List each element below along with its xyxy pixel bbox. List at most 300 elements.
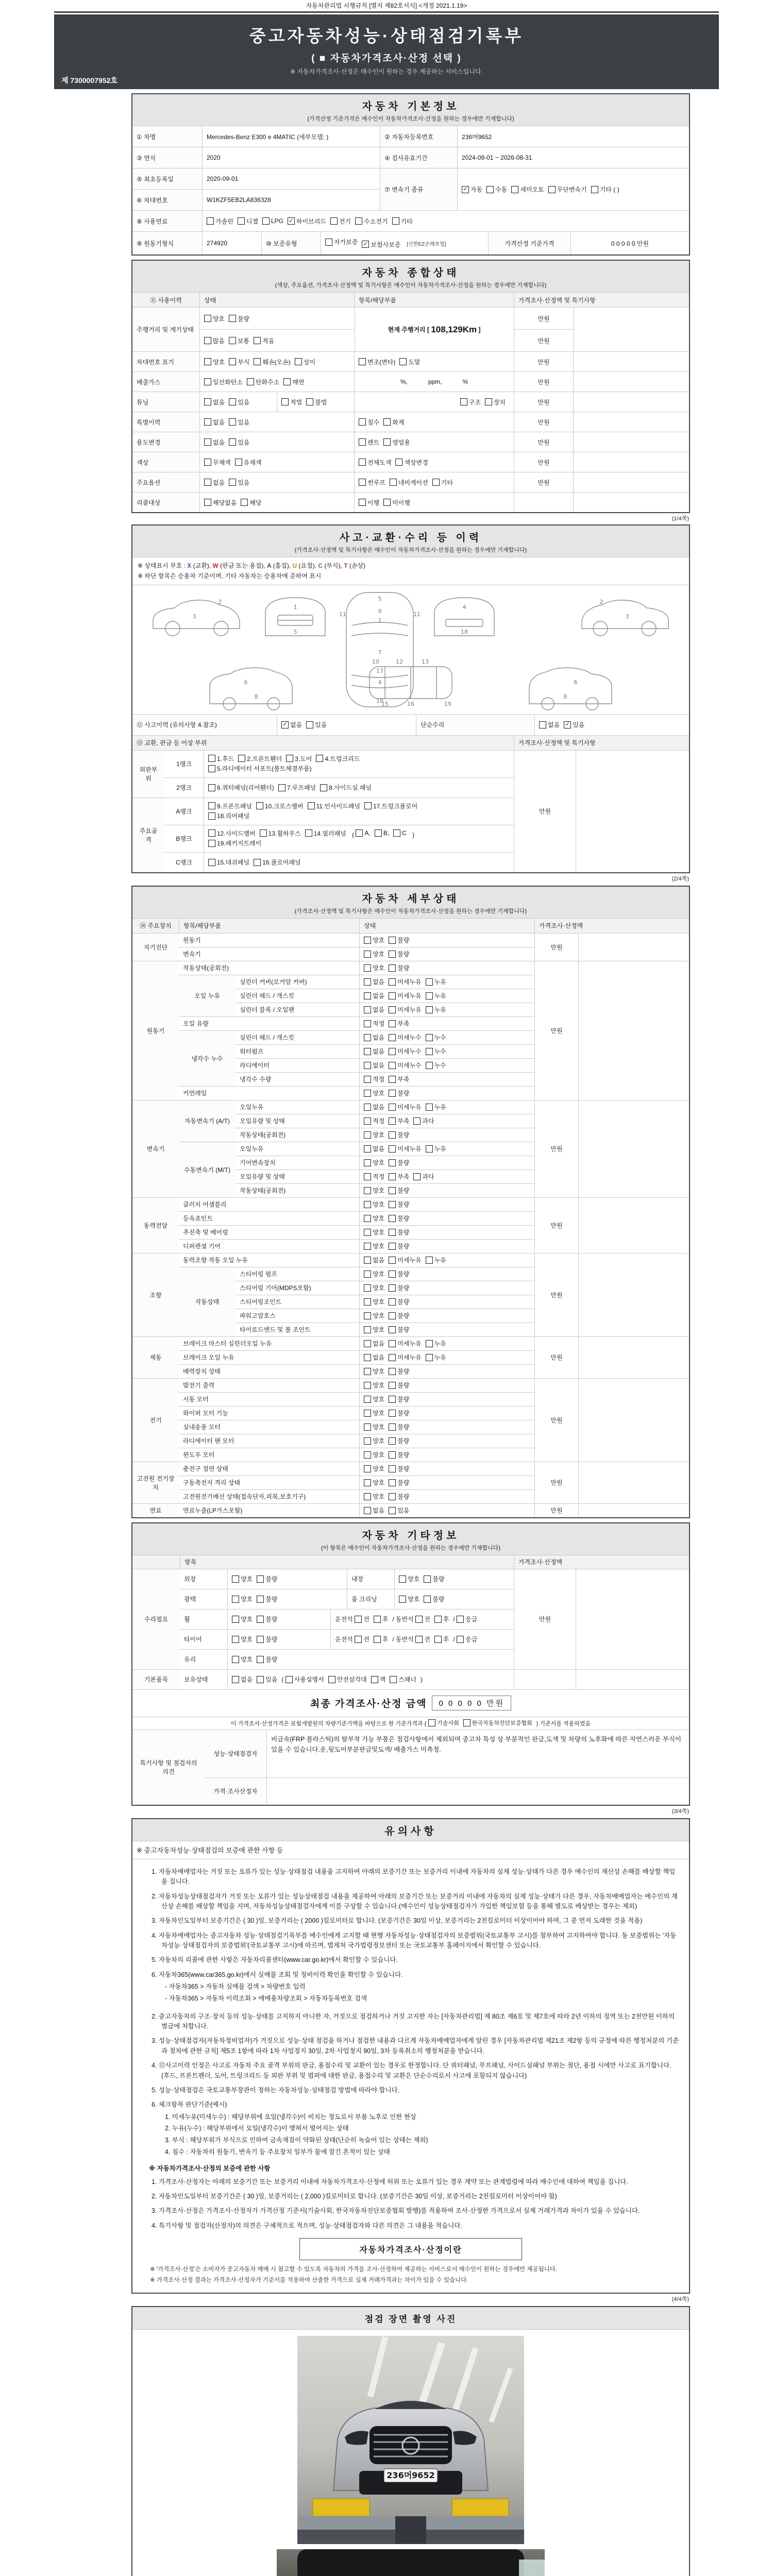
checkbox-unchecked-icon [374, 1616, 381, 1623]
checkbox-label: 미세누유 [397, 1145, 422, 1153]
checkbox-option[interactable] [374, 1635, 389, 1643]
form-reference: 자동차관리법 시행규칙 [별지 제82호서식] <개정 2021.1.19> [306, 2, 467, 9]
group-label: 특기사항 및 점검자의 의견 [132, 1730, 205, 1805]
checkbox-option[interactable] [389, 1103, 421, 1111]
checkbox-option[interactable] [389, 1228, 409, 1236]
section-note: (가격산정 기준가격은 매수인이 자동차가격조사·산정을 원하는 경우에만 기재합니다) [307, 116, 514, 122]
checkbox-option[interactable] [390, 1675, 416, 1684]
checkbox-option[interactable] [389, 1311, 409, 1320]
checkbox-option[interactable] [362, 240, 400, 249]
checkbox-option[interactable] [389, 1395, 409, 1403]
checkbox-label: 양호 [373, 1465, 385, 1473]
checkbox-option[interactable] [426, 1144, 446, 1153]
checkbox-option[interactable] [389, 1269, 409, 1278]
checkbox-unchecked-icon [355, 217, 362, 225]
checkbox-option[interactable] [434, 1635, 449, 1643]
checkbox-option[interactable] [426, 1047, 446, 1056]
checkbox-option[interactable] [383, 438, 410, 447]
price-cell: 만원 [514, 372, 573, 392]
checkbox-option[interactable] [208, 858, 249, 867]
checkbox-option[interactable] [281, 398, 302, 406]
checkbox-option[interactable] [389, 936, 409, 944]
diagram-number: 1 [293, 603, 297, 611]
checkbox-option[interactable] [424, 1574, 444, 1583]
checkbox-unchecked-icon [238, 217, 245, 225]
checkbox-option[interactable] [364, 1339, 384, 1348]
checkbox-option[interactable] [548, 185, 587, 194]
checkbox-label: 불량 [397, 1229, 410, 1236]
checkbox-unchecked-icon [359, 479, 366, 486]
checkbox-option[interactable] [485, 398, 506, 406]
checkbox-label: 누유 [434, 1145, 446, 1153]
row-main-options [132, 472, 689, 492]
section-inspection-photos [131, 2306, 690, 2576]
checkbox-option[interactable] [238, 754, 282, 763]
remarks-cell [576, 1670, 689, 1689]
checkbox-option[interactable] [364, 802, 417, 810]
checkbox-option[interactable] [426, 1033, 446, 1042]
checkbox-option[interactable] [564, 720, 584, 729]
item-label: 오일 유량 [183, 1020, 209, 1028]
checkbox-unchecked-icon [364, 1423, 371, 1431]
options-cell [359, 1420, 534, 1434]
checkbox-option[interactable] [392, 217, 413, 226]
checkbox-option[interactable] [204, 418, 225, 427]
checkbox-label: 양호 [373, 1215, 385, 1223]
notice-item: 4. 자동차매매업자는 중고자동차 성능·상태점검기록부를 매수인에게 고지할 때 현행 자동차성능·상태점검자의 보증범위(국토교통부 고시)를 첨부하여 고지하여야 합니다. 동 보증범위는 '자동차성능·상태점검자의 보증범위'(국토교통부 고시)에 따르며, 법제처 국가법령정보센터 또는 국토교통부 홈페이지에서 확인할 수 있습니다. [152, 1931, 677, 1950]
checkbox-checked-icon: ✓ [288, 217, 295, 225]
checkbox-option[interactable] [389, 1047, 421, 1056]
options-cell [359, 1031, 534, 1044]
checkbox-option[interactable] [383, 418, 404, 427]
checkbox-label: 양호 [373, 1326, 385, 1334]
document-subtitle: ( ■ 자동차가격조사·산정 선택 ) [311, 53, 462, 64]
checkbox-option[interactable] [364, 991, 384, 1000]
checkbox-label: 불량 [265, 1616, 278, 1623]
checkbox-option[interactable] [285, 1675, 324, 1684]
checkbox-option[interactable] [229, 398, 249, 406]
checkbox-option[interactable] [364, 1283, 384, 1292]
checkbox-option[interactable] [256, 802, 304, 810]
checkbox-option[interactable] [229, 438, 249, 447]
checkbox-option[interactable] [254, 336, 274, 345]
notice-criterion: 3. 부식 : 해당부위가 부식으로 인하여 금속재질이 약화된 상태(단순히 녹슬어 있는 상태는 제외) [165, 2137, 428, 2144]
checkbox-option[interactable] [389, 977, 421, 986]
options-cell [359, 1100, 534, 1114]
checkbox-option[interactable] [415, 1635, 430, 1643]
checkbox-option[interactable] [232, 1595, 253, 1603]
notice-item: - 자동차365 > 자동차 실매물 검색 > 차량번호 입력 [165, 1983, 306, 1991]
checkbox-option[interactable] [257, 1675, 277, 1684]
checkbox-option[interactable] [434, 1615, 449, 1623]
checkbox-option[interactable] [232, 1635, 253, 1643]
checkbox-option[interactable] [389, 1339, 421, 1348]
checkbox-option[interactable] [389, 1172, 409, 1181]
checkbox-option[interactable] [364, 1075, 384, 1083]
status-code-letter: X [187, 562, 193, 569]
checkbox-option[interactable] [389, 1409, 409, 1417]
remarks-cell [573, 372, 689, 392]
checkbox-option[interactable] [257, 1574, 277, 1583]
checkbox-option[interactable] [288, 217, 326, 226]
checkbox-option[interactable] [241, 498, 261, 507]
checkbox-option[interactable] [426, 1103, 446, 1111]
checkbox-option[interactable] [389, 1283, 409, 1292]
checkbox-option[interactable] [364, 1269, 384, 1278]
checkbox-option[interactable] [359, 358, 395, 366]
options-cell [277, 392, 354, 412]
checkbox-option[interactable] [330, 217, 351, 226]
checkbox-option[interactable] [238, 217, 258, 226]
options-cell [204, 853, 514, 872]
checkbox-option[interactable] [208, 829, 256, 838]
checkbox-option[interactable] [208, 754, 234, 763]
checkbox-option[interactable] [364, 1228, 384, 1236]
item-label: 와이퍼 모터 기능 [183, 1410, 228, 1417]
checkbox-option[interactable] [364, 1158, 384, 1167]
checkbox-option[interactable] [229, 478, 249, 487]
checkbox-option[interactable] [415, 1615, 430, 1623]
checkbox-label: 있음 [265, 1676, 278, 1684]
checkbox-option[interactable] [364, 1019, 384, 1028]
checkbox-option[interactable] [364, 1103, 384, 1111]
item-label: 룸 크리닝 [347, 1589, 394, 1609]
checkbox-option[interactable] [281, 720, 302, 729]
checkbox-unchecked-icon [389, 1034, 396, 1041]
checkbox-option[interactable] [399, 1574, 419, 1583]
checkbox-option[interactable] [432, 478, 453, 487]
checkbox-option[interactable] [389, 950, 409, 958]
price-cell [514, 493, 573, 512]
checkbox-option[interactable] [364, 1005, 384, 1014]
checkbox-option[interactable] [306, 720, 327, 729]
checkbox-option[interactable] [399, 358, 420, 366]
checkbox-option[interactable] [389, 1005, 421, 1014]
checkbox-option[interactable] [375, 829, 389, 837]
warranty-options [321, 232, 488, 255]
car-diagram-side-left [153, 600, 240, 636]
checkbox-label: 양호 [241, 1575, 253, 1583]
options-cell [227, 1609, 330, 1629]
checkbox-option[interactable] [426, 1061, 446, 1070]
checkbox-unchecked-icon [229, 398, 236, 405]
checkbox-label: 유채색 [243, 459, 262, 466]
checkbox-option[interactable] [364, 1506, 384, 1515]
checkbox-option[interactable] [426, 977, 446, 986]
checkbox-unchecked-icon [389, 1117, 396, 1125]
checkbox-option[interactable] [389, 1033, 421, 1042]
checkbox-option[interactable] [308, 802, 360, 810]
checkbox-option[interactable] [316, 754, 360, 763]
price-cell: 만원 [534, 1337, 578, 1378]
price-cell: 만원 [537, 337, 550, 345]
checkbox-option[interactable] [229, 314, 249, 323]
checkbox-unchecked-icon [204, 315, 211, 322]
checkbox-label: 2.프론트휀더 [247, 755, 282, 762]
checkbox-option[interactable] [359, 438, 379, 447]
checkbox-option[interactable] [413, 1116, 434, 1125]
checkbox-option[interactable] [364, 950, 384, 958]
checkbox-option[interactable] [260, 829, 301, 838]
checkbox-option[interactable] [364, 1367, 384, 1376]
checkbox-option[interactable] [428, 1719, 459, 1727]
notice-subtitle: ※ 자동차가격조사·산정의 보증에 관한 사항 [149, 2164, 271, 2172]
checkbox-option[interactable] [364, 1089, 384, 1097]
checkbox-option[interactable] [389, 1200, 409, 1209]
checkbox-option[interactable] [591, 185, 619, 194]
checkbox-option[interactable] [463, 1719, 532, 1727]
checkbox-option[interactable] [229, 336, 249, 345]
checkbox-option[interactable] [389, 991, 421, 1000]
checkbox-option[interactable] [232, 1574, 253, 1583]
checkbox-option[interactable] [364, 1172, 384, 1181]
checkbox-option[interactable] [204, 398, 225, 406]
checkbox-option[interactable] [364, 936, 384, 944]
checkbox-option[interactable] [389, 1116, 409, 1125]
section-note: (이 항목은 매수인이 자동차가격조사·산정을 원하는 경우에만 기재합니다) [321, 1545, 501, 1551]
checkbox-option[interactable] [208, 783, 274, 792]
checkbox-option[interactable] [511, 185, 544, 194]
checkbox-option[interactable] [207, 217, 233, 226]
checkbox-option[interactable] [364, 1144, 384, 1153]
checkbox-option[interactable] [364, 1409, 384, 1417]
checkbox-option[interactable] [247, 378, 279, 386]
checkbox-option[interactable] [254, 858, 301, 867]
checkbox-option[interactable] [364, 1381, 384, 1389]
checkbox-option[interactable] [364, 1311, 384, 1320]
rank-label: 2랭크 [176, 784, 192, 792]
checkbox-option[interactable] [328, 1675, 367, 1684]
checkbox-option[interactable] [364, 1436, 384, 1445]
checkbox-option[interactable] [364, 1242, 384, 1250]
checkbox-option[interactable] [204, 314, 225, 323]
checkbox-option[interactable] [356, 829, 370, 837]
checkbox-label: 양호 [373, 951, 385, 958]
checkbox-option[interactable] [364, 1297, 384, 1306]
section-title: 자동차 기본정보 [362, 101, 460, 112]
checkbox-option[interactable] [539, 720, 560, 729]
detail-group-engine [132, 961, 689, 1100]
checkbox-unchecked-icon [232, 1575, 239, 1583]
checkbox-unchecked-icon [399, 1575, 406, 1583]
checkbox-option[interactable] [359, 498, 379, 507]
checkbox-option[interactable] [204, 478, 225, 487]
checkbox-option[interactable] [364, 1422, 384, 1431]
checkbox-option[interactable] [399, 1595, 419, 1603]
checkbox-option[interactable] [232, 1675, 253, 1684]
checkbox-option[interactable] [204, 498, 237, 507]
checkbox-option[interactable] [355, 1635, 369, 1643]
checkbox-option[interactable] [306, 398, 327, 406]
checkbox-option[interactable] [359, 458, 391, 467]
item-label: 원동기 [183, 937, 201, 944]
checkbox-option[interactable] [229, 358, 249, 366]
checkbox-option[interactable] [257, 1635, 277, 1643]
checkbox-option[interactable] [364, 1256, 384, 1264]
checkbox-option[interactable] [424, 1595, 444, 1603]
status-code-label: (손상) [349, 562, 366, 569]
checkbox-option[interactable] [355, 1615, 369, 1623]
rank-label: 1랭크 [176, 760, 192, 768]
checkbox-option[interactable] [374, 1615, 389, 1623]
checkbox-option[interactable] [389, 1478, 409, 1487]
checkbox-option[interactable] [232, 1615, 253, 1623]
checkbox-label: 부족 [397, 1076, 410, 1083]
checkbox-option[interactable] [364, 1478, 384, 1487]
checkbox-option[interactable] [389, 1186, 409, 1195]
checkbox-option[interactable] [364, 1395, 384, 1403]
checkbox-option[interactable] [460, 398, 481, 406]
checkbox-option[interactable] [364, 963, 384, 972]
checkbox-label: 7.루프패널 [287, 784, 316, 792]
checkbox-option[interactable] [364, 977, 384, 986]
checkbox-option[interactable] [364, 1130, 384, 1139]
checkbox-label: 불량 [397, 1382, 410, 1389]
checkbox-option[interactable] [413, 1172, 434, 1181]
checkbox-label: 렌트 [367, 438, 380, 446]
checkbox-option[interactable] [389, 1422, 409, 1431]
checkbox-option[interactable] [204, 438, 225, 447]
checkbox-option[interactable] [278, 783, 316, 792]
checkbox-option[interactable] [389, 1089, 409, 1097]
checkbox-option[interactable] [383, 498, 410, 507]
checkbox-option[interactable] [389, 1492, 409, 1501]
checkbox-option[interactable] [389, 1144, 421, 1153]
checkbox-option[interactable] [364, 1061, 384, 1070]
checkbox-unchecked-icon [364, 1201, 371, 1208]
checkbox-option[interactable] [389, 963, 409, 972]
checkbox-option[interactable] [389, 1381, 409, 1389]
checkbox-option[interactable] [204, 458, 231, 467]
checkbox-option[interactable] [257, 1615, 277, 1623]
checkbox-option[interactable] [283, 378, 304, 386]
checkbox-option[interactable] [457, 1615, 477, 1623]
checkbox-option[interactable] [325, 238, 358, 246]
checkbox-option[interactable] [389, 1436, 409, 1445]
checkbox-option[interactable] [204, 336, 225, 345]
checkbox-option[interactable] [208, 811, 249, 820]
checkbox-label: 불법 [315, 398, 327, 406]
checkbox-option[interactable] [457, 1635, 477, 1643]
checkbox-option[interactable] [364, 1047, 384, 1056]
row-tuning [132, 392, 689, 412]
checkbox-option[interactable] [389, 1450, 409, 1459]
checkbox-unchecked-icon [389, 1187, 396, 1194]
checkbox-option[interactable] [229, 418, 249, 427]
checkbox-unchecked-icon [256, 802, 263, 809]
checkbox-option[interactable] [257, 1595, 277, 1603]
checkbox-option[interactable] [389, 1130, 409, 1139]
checkbox-unchecked-icon [364, 1493, 371, 1500]
checkbox-option[interactable] [359, 418, 379, 427]
checkbox-label: 불량 [397, 1479, 410, 1487]
checkbox-option[interactable] [426, 991, 446, 1000]
checkbox-option[interactable] [254, 358, 290, 366]
checkbox-option[interactable] [389, 1464, 409, 1473]
checkbox-option[interactable] [364, 1186, 384, 1195]
checkbox-option[interactable] [389, 1353, 421, 1362]
checkbox-option[interactable] [305, 829, 346, 838]
final-price-value: 0 0 0 0 0 만원 [432, 1696, 511, 1710]
checkbox-option[interactable] [486, 185, 507, 194]
checkbox-option[interactable] [390, 478, 428, 487]
checkbox-option[interactable] [364, 1353, 384, 1362]
checkbox-option[interactable] [389, 1158, 409, 1167]
checkbox-unchecked-icon [389, 1354, 396, 1361]
checkbox-option[interactable] [364, 1214, 384, 1223]
checkbox-option[interactable] [389, 1061, 421, 1070]
checkbox-option[interactable] [389, 1019, 409, 1028]
checkbox-option[interactable] [389, 1214, 409, 1223]
checkbox-option[interactable] [208, 764, 312, 773]
column-header: 상태 [199, 293, 354, 307]
checkbox-option[interactable] [257, 1655, 277, 1664]
section-header [132, 94, 689, 126]
checkbox-option[interactable] [262, 217, 283, 225]
checkbox-option[interactable] [426, 1005, 446, 1014]
checkbox-label: 불량 [397, 1243, 410, 1250]
checkbox-option[interactable] [395, 458, 428, 467]
checkbox-option[interactable] [364, 1033, 384, 1042]
checkbox-option[interactable] [426, 1339, 446, 1348]
checkbox-option[interactable] [204, 378, 243, 386]
checkbox-option[interactable] [389, 1325, 409, 1334]
checkbox-unchecked-icon [389, 951, 396, 958]
basic-items-options: 없음 있음 ( 사용설명서 안전삼각대 잭 스패너 ) [227, 1670, 514, 1689]
checkbox-option[interactable] [371, 1675, 386, 1684]
final-price-note: 이 가격조사·산정가격은 보험개발원의 차량기준가액을 바탕으로 한 기준가격과 ( 기술사회 한국자동차진단보증협회 ) 기준서를 적용하였음 [132, 1717, 689, 1730]
checkbox-option[interactable] [204, 358, 225, 366]
checkbox-option[interactable] [235, 458, 262, 467]
checkbox-option[interactable] [389, 1367, 409, 1376]
checkbox-option[interactable] [462, 185, 482, 194]
checkbox-unchecked-icon [389, 1090, 396, 1097]
checkbox-option[interactable] [426, 1256, 446, 1264]
checkbox-option[interactable] [286, 754, 312, 763]
checkbox-option[interactable] [359, 478, 385, 487]
checkbox-option[interactable] [364, 1464, 384, 1473]
checkbox-option[interactable] [393, 829, 407, 837]
checkbox-option[interactable] [295, 358, 315, 366]
options-cell [199, 432, 354, 452]
checkbox-option[interactable] [389, 1297, 409, 1306]
checkbox-option[interactable] [426, 1353, 446, 1362]
checkbox-label: 가솔린 [215, 217, 233, 225]
checkbox-option[interactable] [364, 1200, 384, 1209]
checkbox-label: 양호 [373, 1187, 385, 1195]
checkbox-unchecked-icon [229, 479, 236, 486]
checkbox-option[interactable] [389, 1256, 421, 1264]
item-label: 배력장치 상태 [183, 1368, 221, 1376]
checkbox-option[interactable] [364, 1325, 384, 1334]
checkbox-option[interactable] [364, 1116, 384, 1125]
checkbox-option[interactable] [208, 802, 252, 810]
checkbox-label: 안전삼각대 [337, 1676, 367, 1684]
checkbox-option[interactable] [389, 1075, 409, 1083]
checkbox-option[interactable] [320, 783, 372, 792]
checkbox-unchecked-icon [364, 1507, 371, 1514]
checkbox-option[interactable] [208, 839, 261, 848]
checkbox-option[interactable] [389, 1506, 409, 1515]
checkbox-option[interactable] [355, 217, 388, 226]
checkbox-unchecked-icon [457, 1636, 464, 1643]
checkbox-option[interactable] [364, 1450, 384, 1459]
checkbox-option[interactable] [364, 1492, 384, 1501]
checkbox-option[interactable] [232, 1655, 253, 1664]
checkbox-option[interactable] [389, 1242, 409, 1250]
checkbox-unchecked-icon [204, 358, 211, 365]
checkbox-unchecked-icon [364, 1270, 371, 1278]
